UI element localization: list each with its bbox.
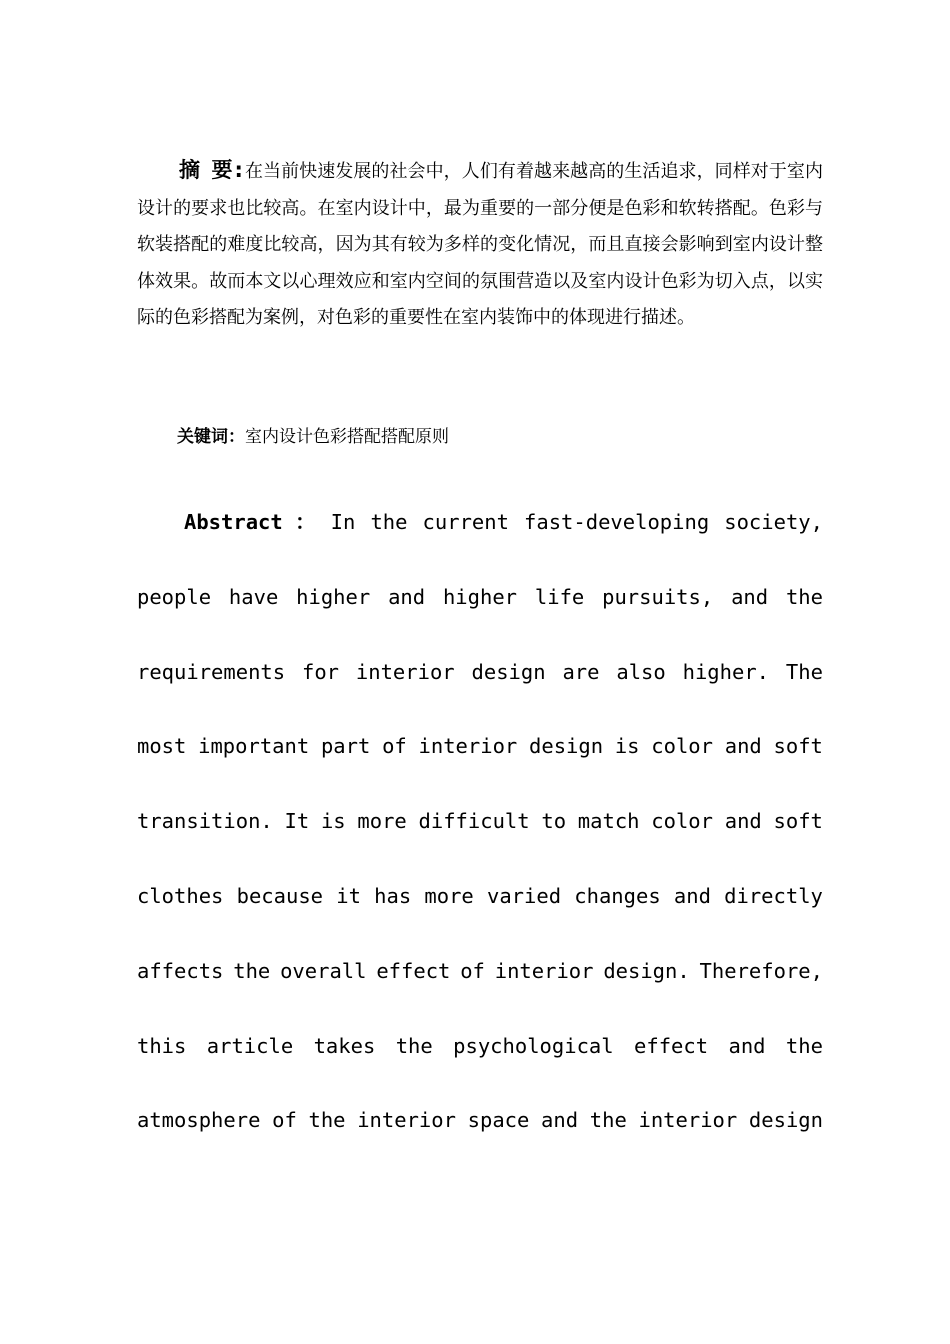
english-abstract-word: is [614,734,640,759]
english-abstract-word: part [320,734,371,759]
english-abstract-word: the [589,1108,627,1133]
keywords [177,424,449,450]
english-abstract-line [137,504,823,579]
english-abstract-word: color [651,734,713,759]
english-abstract-word: color [651,809,713,834]
english-abstract-word: Therefore, [699,958,823,983]
english-abstract-word: affects [137,958,224,983]
english-abstract-word: has [374,883,412,908]
english-abstract-word: people [137,584,212,609]
keywords-text: 室内设计色彩搭配搭配原则 [245,427,449,447]
english-abstract-word: design [471,659,546,684]
english-abstract-line [137,654,823,729]
english-abstract-word: match [577,809,640,834]
english-abstract-word: higher. [682,659,770,684]
english-abstract-line [137,953,823,1028]
english-abstract-word: soft [773,809,823,834]
english-abstract-word: are [562,659,600,684]
english-abstract-word: interior [418,734,518,759]
english-abstract-word: design [748,1108,823,1133]
english-abstract-line [137,728,823,803]
english-abstract-word: it [336,883,361,908]
english-abstract-word: varied [487,883,562,908]
english-abstract-word: changes [574,883,661,908]
english-abstract-word: the [370,510,408,534]
english-abstract-word: of [460,958,485,983]
english-abstract-word: higher [442,584,518,609]
english-abstract-word: and [388,584,426,609]
english-abstract-line [137,803,823,878]
english-abstract-word: pursuits, [602,584,714,609]
english-abstract-line [137,579,823,654]
english-abstract-word: and [724,809,762,834]
english-abstract-line [137,1028,823,1103]
english-abstract-word: for [301,659,340,684]
english-abstract-word: current [422,510,509,534]
english-abstract-line [137,1102,823,1177]
english-abstract-word: most [137,734,187,759]
english-abstract-word: psychological [453,1033,614,1058]
english-abstract-word: important [198,734,310,759]
chinese-abstract-label: 摘 要: [179,158,245,182]
english-abstract-word: soft [773,734,823,759]
english-abstract-word: effect [376,958,451,983]
english-abstract-word: and [724,734,762,759]
english-abstract-word: interior [638,1108,738,1133]
english-abstract-word: the [233,958,271,983]
english-abstract-word: the [785,1033,823,1058]
english-abstract-word: interior [355,659,455,684]
english-abstract-word: space [467,1108,530,1133]
english-abstract-word: the [395,1033,433,1058]
english-abstract-word: requirements [137,659,286,684]
english-abstract-word: The [785,659,823,684]
english-abstract-word: It [284,809,310,834]
english-abstract-word: the [785,584,823,609]
english-abstract-word: article [206,1033,294,1058]
english-abstract-word: of [272,1108,297,1133]
english-abstract-word: more [424,883,474,908]
english-abstract-word: and [731,584,769,609]
english-abstract-word: transition. [137,809,273,834]
chinese-abstract-text: 在当前快速发展的社会中，人们有着越来越高的生活追求，同样对于室内设计的要求也比较高。在室内设计中，最为重要的一部分便是色彩和软转搭配。色彩与软装搭配的难度比较高，因为其有较为多样的变化情况，而且直接会影响到室内设计整体效果。故而本文以心理效应和室内空间的氛围营造以及室内设计色彩为切入点，以实际的色彩搭配为案例，对色彩的重要性在室内装饰中的体现进行描述。 [137,161,823,328]
english-abstract-word: also [616,659,666,684]
english-abstract-word: atmosphere [137,1108,261,1133]
english-abstract-word: and [673,883,711,908]
english-abstract-word: In [330,510,356,534]
english-abstract-word: and [728,1033,766,1058]
english-abstract-word: society, [724,510,823,534]
english-abstract-word: interior [494,958,594,983]
english-abstract-word: higher [296,584,371,609]
english-abstract-word: because [236,883,324,908]
english-abstract-word: difficult [418,809,530,834]
english-abstract-word: to [541,809,567,834]
english-abstract-word: fast-developing [524,510,710,534]
chinese-abstract [137,152,823,337]
english-abstract-word: is [320,809,346,834]
english-abstract-word: effect [634,1033,709,1058]
english-abstract-word: this [137,1033,187,1058]
english-abstract-word: the [308,1108,346,1133]
english-abstract-word: directly [724,883,823,908]
english-abstract-line [137,878,823,953]
english-abstract-word: interior [357,1108,456,1133]
english-abstract-word: more [357,809,407,834]
english-abstract-word: takes [313,1033,376,1058]
keywords-label: 关键词： [177,427,245,447]
english-abstract-word: of [382,734,407,759]
english-abstract [137,504,823,1177]
english-abstract-word: design. [603,958,690,983]
english-abstract-word: life [534,584,585,609]
english-abstract-word: have [228,584,279,609]
english-abstract-word: design [529,734,604,759]
english-abstract-label: Abstract ： [184,510,316,534]
english-abstract-word: clothes [137,883,224,908]
english-abstract-word: and [541,1108,579,1133]
english-abstract-word: overall [280,958,367,983]
